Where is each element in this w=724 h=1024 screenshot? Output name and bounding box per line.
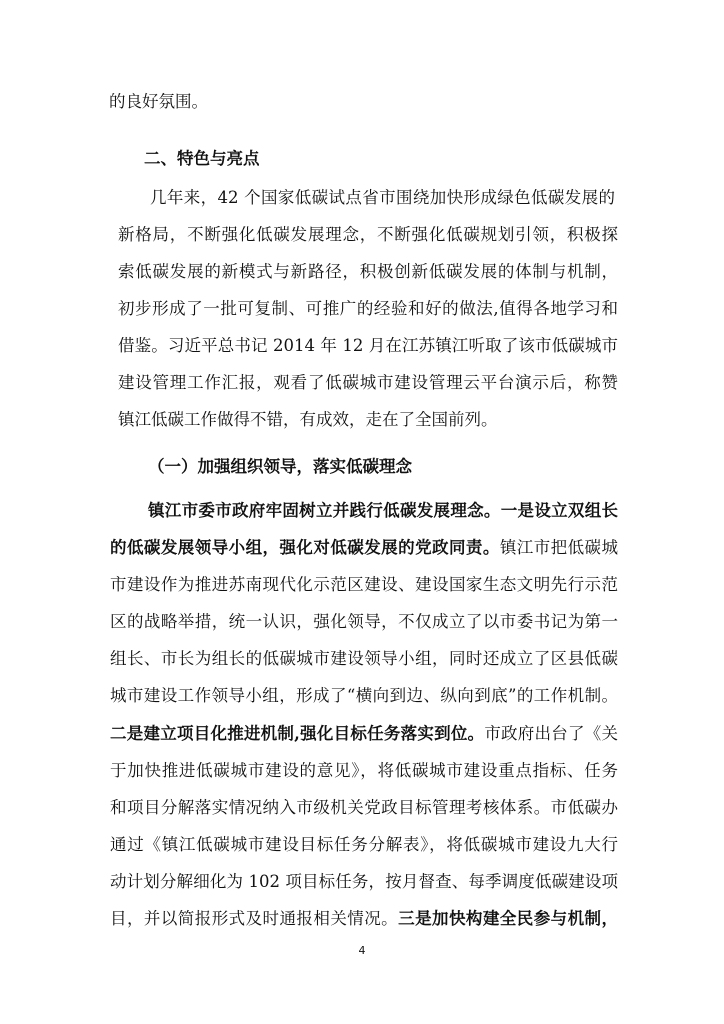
body-line-5: 组长、市长为组长的低碳城市建设领导小组，同时还成立了区县低碳 <box>110 649 618 668</box>
body-line-7 <box>110 714 618 754</box>
body-line-6: 城市建设工作领导小组，形成了“横向到边、纵向到底”的工作机制。 <box>110 686 618 705</box>
body-line-2-bold: 的低碳发展领导小组，强化对低碳发展的党政同责。 <box>110 538 500 557</box>
body-line-11: 动计划分解细化为 102 项目标任务，按月督查、每季调度低碳建设项 <box>110 872 618 891</box>
intro-line-6: 建设管理工作汇报，观看了低碳城市建设管理云平台演示后，称赞 <box>118 373 618 392</box>
body-line-12-bold: 三是加快构建全民参与机制， <box>398 909 619 928</box>
intro-line-3: 索低碳发展的新模式与新路径，积极创新低碳发展的体制与机制， <box>118 262 618 281</box>
body-line-1: 镇江市委市政府牢固树立并践行低碳发展理念。一是设立双组长 <box>148 501 618 520</box>
body-line-8: 于加快推进低碳城市建设的意见》，将低碳城市建设重点指标、任务 <box>110 761 618 780</box>
continuation-text: 的良好氛围。 <box>109 92 208 111</box>
body-line-3: 市建设作为推进苏南现代化示范区建设、建设国家生态文明先行示范 <box>110 575 618 594</box>
body-line-4: 区的战略举措，统一认识，强化领导，不仅成立了以市委书记为第一 <box>110 612 618 631</box>
intro-line-7: 镇江低碳工作做得不错，有成效，走在了全国前列。 <box>118 410 498 429</box>
intro-line-5: 借鉴。习近平总书记 2014 年 12 月在江苏镇江听取了该市低碳城市 <box>118 336 618 355</box>
body-line-12-rest: 目，并以简报形式及时通报相关情况。 <box>110 909 399 928</box>
section-heading: 二、特色与亮点 <box>144 149 260 168</box>
body-line-2-rest: 镇江市把低碳城 <box>499 538 619 557</box>
intro-line-2: 新格局，不断强化低碳发展理念，不断强化低碳规划引领，积极探 <box>118 225 618 244</box>
body-line-7-rest: 市政府出台了《关 <box>484 724 619 743</box>
body-line-10: 通过《镇江低碳城市建设目标任务分解表》，将低碳城市建设九大行 <box>110 835 618 854</box>
subheading: （一）加强组织领导，落实低碳理念 <box>148 457 412 476</box>
body-line-9: 和项目分解落实情况纳入市级机关党政目标管理考核体系。市低碳办 <box>110 798 618 817</box>
body-line-2 <box>110 528 618 568</box>
body-line-7-bold: 二是建立项目化推进机制,强化目标任务落实到位。 <box>110 724 485 743</box>
intro-line-1: 几年来，42 个国家低碳试点省市围绕加快形成绿色低碳发展的 <box>150 188 615 207</box>
body-line-12 <box>110 899 618 939</box>
page-number: 4 <box>358 944 366 957</box>
intro-line-4: 初步形成了一批可复制、可推广的经验和好的做法,值得各地学习和 <box>118 299 618 318</box>
